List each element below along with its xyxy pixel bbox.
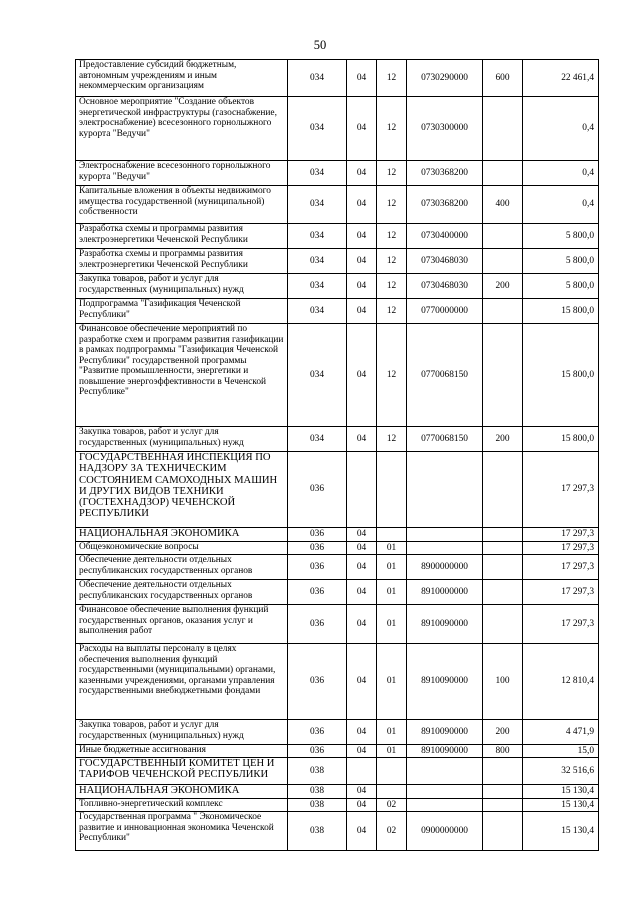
agency-code: 034 <box>288 161 347 186</box>
amount: 22 461,4 <box>523 60 599 97</box>
subsection-code: 12 <box>377 324 407 427</box>
table-row <box>76 785 599 799</box>
agency-code: 034 <box>288 60 347 97</box>
subsection-code <box>377 528 407 542</box>
row-name: Разработка схемы и программы развития электроэнергетики Чеченской Республики <box>76 224 288 249</box>
section-code <box>347 758 377 785</box>
expense-type-code <box>483 224 523 249</box>
row-name: Обеспечение деятельности отдельных республиканских государственных органов <box>76 555 288 580</box>
amount: 15 130,4 <box>523 799 599 812</box>
table-row <box>76 644 599 720</box>
expense-type-code <box>483 758 523 785</box>
table-row <box>76 542 599 555</box>
target-article-code: 0900000000 <box>407 812 483 851</box>
table-row <box>76 249 599 274</box>
amount: 17 297,3 <box>523 580 599 605</box>
expense-type-code <box>483 580 523 605</box>
budget-table <box>75 59 599 851</box>
subsection-code: 01 <box>377 555 407 580</box>
agency-code: 034 <box>288 427 347 452</box>
expense-type-code: 600 <box>483 60 523 97</box>
section-code: 04 <box>347 224 377 249</box>
section-code: 04 <box>347 528 377 542</box>
amount: 17 297,3 <box>523 542 599 555</box>
amount: 0,4 <box>523 161 599 186</box>
agency-code: 034 <box>288 224 347 249</box>
target-article-code <box>407 799 483 812</box>
target-article-code <box>407 542 483 555</box>
section-code: 04 <box>347 161 377 186</box>
amount: 32 516,6 <box>523 758 599 785</box>
target-article-code: 8910090000 <box>407 605 483 644</box>
table-row <box>76 97 599 161</box>
amount: 5 800,0 <box>523 249 599 274</box>
expense-type-code: 200 <box>483 427 523 452</box>
amount: 5 800,0 <box>523 224 599 249</box>
subsection-code: 01 <box>377 542 407 555</box>
subsection-code: 12 <box>377 224 407 249</box>
subsection-code: 12 <box>377 274 407 299</box>
section-code: 04 <box>347 580 377 605</box>
target-article-code: 0730300000 <box>407 97 483 161</box>
target-article-code: 0770068150 <box>407 427 483 452</box>
amount: 17 297,3 <box>523 605 599 644</box>
section-code: 04 <box>347 542 377 555</box>
subsection-code <box>377 785 407 799</box>
amount: 0,4 <box>523 186 599 224</box>
section-code: 04 <box>347 249 377 274</box>
table-row <box>76 745 599 758</box>
amount: 4 471,9 <box>523 720 599 745</box>
table-row <box>76 580 599 605</box>
agency-code: 038 <box>288 812 347 851</box>
table-row <box>76 427 599 452</box>
expense-type-code <box>483 97 523 161</box>
table-row <box>76 299 599 324</box>
table-row <box>76 528 599 542</box>
row-name: Электроснабжение всесезонного горнолыжного курорта "Ведучи" <box>76 161 288 186</box>
agency-code: 036 <box>288 542 347 555</box>
expense-type-code: 100 <box>483 644 523 720</box>
table-row <box>76 799 599 812</box>
table-row <box>76 555 599 580</box>
agency-code: 034 <box>288 249 347 274</box>
target-article-code: 0730368200 <box>407 186 483 224</box>
table-row <box>76 186 599 224</box>
subsection-code: 12 <box>377 97 407 161</box>
amount: 17 297,3 <box>523 452 599 528</box>
agency-code: 036 <box>288 580 347 605</box>
table-row <box>76 274 599 299</box>
expense-type-code <box>483 555 523 580</box>
amount: 15,0 <box>523 745 599 758</box>
section-code: 04 <box>347 785 377 799</box>
section-code: 04 <box>347 97 377 161</box>
row-name: НАЦИОНАЛЬНАЯ ЭКОНОМИКА <box>76 785 288 799</box>
agency-code: 036 <box>288 452 347 528</box>
agency-code: 038 <box>288 758 347 785</box>
table-row <box>76 758 599 785</box>
table-row <box>76 224 599 249</box>
row-name: Предоставление субсидий бюджетным, автономным учреждениям и иным некоммерческим организациям <box>76 60 288 97</box>
table-row <box>76 720 599 745</box>
target-article-code <box>407 452 483 528</box>
expense-type-code <box>483 605 523 644</box>
subsection-code: 01 <box>377 605 407 644</box>
row-name: Расходы на выплаты персоналу в целях обеспечения выполнения функций государственными (муниципальными) органами, казенными учреждениями, органами управления государственными внебюджетными фондами <box>76 644 288 720</box>
amount: 0,4 <box>523 97 599 161</box>
target-article-code <box>407 758 483 785</box>
target-article-code: 0730290000 <box>407 60 483 97</box>
row-name: Разработка схемы и программы развития электроэнергетики Чеченской Республики <box>76 249 288 274</box>
amount: 15 800,0 <box>523 427 599 452</box>
subsection-code: 01 <box>377 745 407 758</box>
amount: 15 130,4 <box>523 785 599 799</box>
row-name: Иные бюджетные ассигнования <box>76 745 288 758</box>
table-row <box>76 605 599 644</box>
agency-code: 034 <box>288 186 347 224</box>
subsection-code: 01 <box>377 720 407 745</box>
target-article-code: 8910090000 <box>407 644 483 720</box>
row-name: Подпрограмма "Газификация Чеченской Республики" <box>76 299 288 324</box>
row-name: Закупка товаров, работ и услуг для государственных (муниципальных) нужд <box>76 427 288 452</box>
amount: 12 810,4 <box>523 644 599 720</box>
expense-type-code <box>483 452 523 528</box>
target-article-code: 0730368200 <box>407 161 483 186</box>
page-number: 50 <box>313 38 327 52</box>
section-code: 04 <box>347 60 377 97</box>
row-name: ГОСУДАРСТВЕННЫЙ КОМИТЕТ ЦЕН И ТАРИФОВ ЧЕЧЕНСКОЙ РЕСПУБЛИКИ <box>76 758 288 785</box>
target-article-code: 0730468030 <box>407 274 483 299</box>
row-name: Основное мероприятие "Создание объектов энергетической инфраструктуры (газоснабжение, электроснабжение) всесезонного горнолыжного курорта "Ведучи" <box>76 97 288 161</box>
agency-code: 036 <box>288 720 347 745</box>
subsection-code: 12 <box>377 60 407 97</box>
section-code: 04 <box>347 186 377 224</box>
agency-code: 036 <box>288 605 347 644</box>
table-row <box>76 161 599 186</box>
agency-code: 034 <box>288 274 347 299</box>
expense-type-code <box>483 785 523 799</box>
row-name: Обеспечение деятельности отдельных республиканских государственных органов <box>76 580 288 605</box>
table-row <box>76 812 599 851</box>
section-code: 04 <box>347 324 377 427</box>
target-article-code <box>407 528 483 542</box>
agency-code: 036 <box>288 644 347 720</box>
table-body <box>76 60 599 851</box>
expense-type-code: 400 <box>483 186 523 224</box>
section-code: 04 <box>347 720 377 745</box>
section-code: 04 <box>347 274 377 299</box>
expense-type-code <box>483 799 523 812</box>
target-article-code: 0770068150 <box>407 324 483 427</box>
expense-type-code <box>483 249 523 274</box>
section-code: 04 <box>347 427 377 452</box>
expense-type-code <box>483 161 523 186</box>
row-name: Финансовое обеспечение мероприятий по разработке схем и программ развития газификации в рамках подпрограммы "Газификация Чеченской Республики" государственной программы "Развитие промышленности, энергетики и повышение энергоэффективности в Чеченской Республике" <box>76 324 288 427</box>
row-name: Закупка товаров, работ и услуг для государственных (муниципальных) нужд <box>76 720 288 745</box>
row-name: НАЦИОНАЛЬНАЯ ЭКОНОМИКА <box>76 528 288 542</box>
row-name: Государственная программа " Экономическое развитие и инновационная экономика Чеченской Республики" <box>76 812 288 851</box>
target-article-code: 8910000000 <box>407 580 483 605</box>
section-code: 04 <box>347 605 377 644</box>
section-code: 04 <box>347 812 377 851</box>
agency-code: 038 <box>288 799 347 812</box>
expense-type-code <box>483 812 523 851</box>
table-row <box>76 324 599 427</box>
agency-code: 034 <box>288 324 347 427</box>
amount: 15 130,4 <box>523 812 599 851</box>
subsection-code: 12 <box>377 427 407 452</box>
agency-code: 034 <box>288 299 347 324</box>
row-name: Закупка товаров, работ и услуг для государственных (муниципальных) нужд <box>76 274 288 299</box>
subsection-code <box>377 452 407 528</box>
amount: 5 800,0 <box>523 274 599 299</box>
subsection-code: 12 <box>377 249 407 274</box>
section-code: 04 <box>347 299 377 324</box>
target-article-code: 8900000000 <box>407 555 483 580</box>
section-code: 04 <box>347 799 377 812</box>
amount: 15 800,0 <box>523 299 599 324</box>
section-code: 04 <box>347 644 377 720</box>
agency-code: 038 <box>288 785 347 799</box>
agency-code: 036 <box>288 555 347 580</box>
subsection-code: 12 <box>377 299 407 324</box>
row-name: Капитальные вложения в объекты недвижимого имущества государственной (муниципальной) собственности <box>76 186 288 224</box>
expense-type-code <box>483 324 523 427</box>
expense-type-code <box>483 528 523 542</box>
amount: 17 297,3 <box>523 555 599 580</box>
target-article-code <box>407 785 483 799</box>
amount: 15 800,0 <box>523 324 599 427</box>
subsection-code: 01 <box>377 644 407 720</box>
agency-code: 036 <box>288 745 347 758</box>
target-article-code: 8910090000 <box>407 720 483 745</box>
target-article-code: 0770000000 <box>407 299 483 324</box>
subsection-code: 02 <box>377 799 407 812</box>
subsection-code: 02 <box>377 812 407 851</box>
target-article-code: 0730400000 <box>407 224 483 249</box>
row-name: ГОСУДАРСТВЕННАЯ ИНСПЕКЦИЯ ПО НАДЗОРУ ЗА ТЕХНИЧЕСКИМ СОСТОЯНИЕМ САМОХОДНЫХ МАШИН И ДРУГИХ ВИДОВ ТЕХНИКИ (ГОСТЕХНАДЗОР) ЧЕЧЕНСКОЙ РЕСПУБЛИКИ <box>76 452 288 528</box>
agency-code: 036 <box>288 528 347 542</box>
section-code <box>347 452 377 528</box>
subsection-code <box>377 758 407 785</box>
subsection-code: 01 <box>377 580 407 605</box>
expense-type-code <box>483 299 523 324</box>
expense-type-code: 800 <box>483 745 523 758</box>
subsection-code: 12 <box>377 186 407 224</box>
section-code: 04 <box>347 555 377 580</box>
expense-type-code: 200 <box>483 274 523 299</box>
agency-code: 034 <box>288 97 347 161</box>
expense-type-code: 200 <box>483 720 523 745</box>
row-name: Топливно-энергетический комплекс <box>76 799 288 812</box>
section-code: 04 <box>347 745 377 758</box>
target-article-code: 0730468030 <box>407 249 483 274</box>
row-name: Общеэкономические вопросы <box>76 542 288 555</box>
subsection-code: 12 <box>377 161 407 186</box>
amount: 17 297,3 <box>523 528 599 542</box>
table-row <box>76 60 599 97</box>
target-article-code: 8910090000 <box>407 745 483 758</box>
expense-type-code <box>483 542 523 555</box>
table-row <box>76 452 599 528</box>
row-name: Финансовое обеспечение выполнения функций государственных органов, оказания услуг и выполнения работ <box>76 605 288 644</box>
